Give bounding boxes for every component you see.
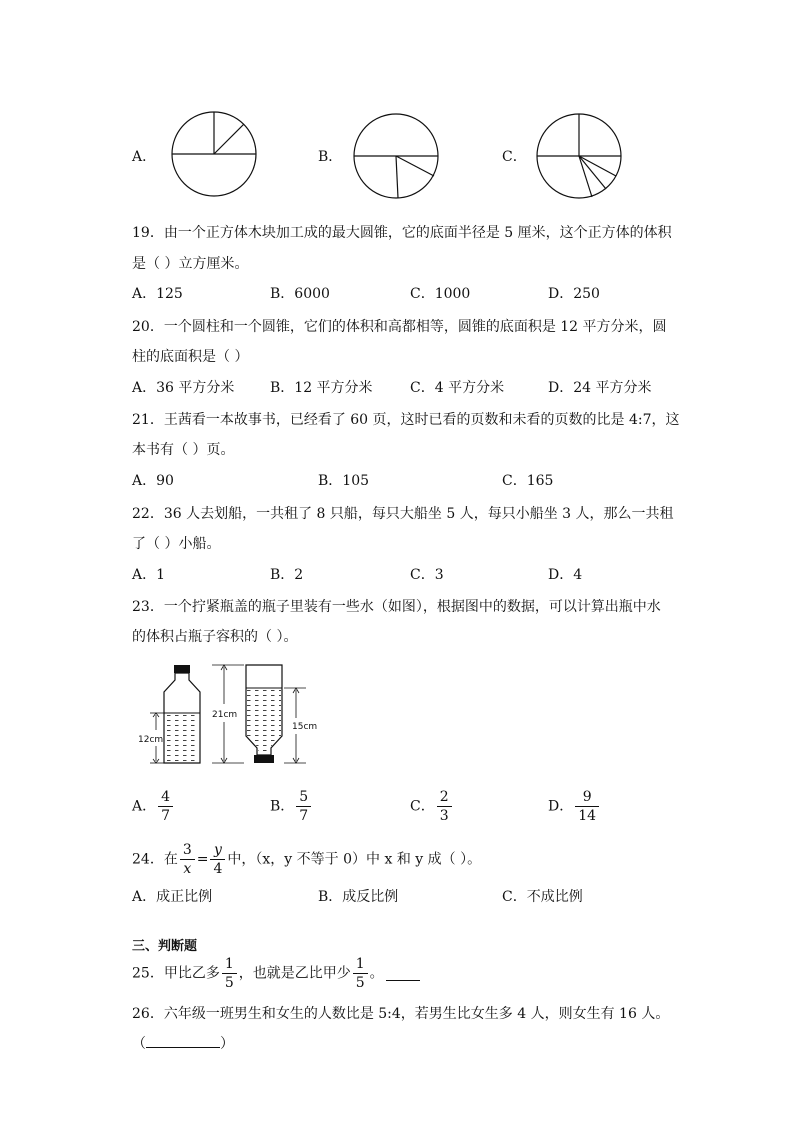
q21-option-b[interactable]: B．105 [318,473,370,489]
q25-stem: 25．甲比乙多 $\frac{1}{5}$ ，也就是乙比甲少 $\frac{1}{5}$ 。 [132,955,420,992]
section-title-judgement: 三、判断题 [132,939,198,954]
q24-stem: 24．在 $\frac{3}{x}$ = $\frac{y}{4}$ 中，（x，y 不等于 0）中 x 和 y 成（ ）。 [132,842,482,877]
q22-option-b[interactable]: B．2 [270,567,304,583]
label-15cm: 15cm [292,722,318,732]
q19-option-c[interactable]: C．1000 [410,286,471,302]
q23-line1: 23．一个拧紧瓶盖的瓶子里装有一些水（如图），根据图中的数据，可以计算出瓶中水 [132,599,661,615]
q19-option-b[interactable]: B．6000 [270,286,330,302]
q23-option-b[interactable]: B． $\frac{5}{7}$ [270,788,313,825]
inverted-bottle [246,665,282,763]
q21-line2: 本书有（ ）页。 [132,442,235,458]
q23-option-d[interactable]: D． $\frac{9}{14}$ [548,788,601,825]
q20-option-d[interactable]: D．24 平方分米 [548,380,652,396]
q19-line1: 19．由一个正方体木块加工成的最大圆锥，它的底面半径是 5 厘米，这个正方体的体积 [132,225,672,241]
q22-line1: 22．36 人去划船，一共租了 8 只船，每只大船坐 5 人，每只小船坐 3 人，那么一共租 [132,506,674,522]
q22-option-c[interactable]: C．3 [410,567,444,583]
q18-option-c-circle [534,110,624,202]
q20-option-c[interactable]: C．4 平方分米 [410,380,505,396]
q23-bottle-figure [134,658,334,770]
q21-option-c[interactable]: C．165 [502,473,554,489]
q20-option-b[interactable]: B．12 平方分米 [270,380,373,396]
q21-line1: 21．王茜看一本故事书，已经看了 60 页，这时已看的页数和未看的页数的比是 4:7，这 [132,412,680,428]
label-21cm: 21cm [212,710,238,720]
q26-answer: （ ） [132,1033,234,1054]
q22-option-d[interactable]: D．4 [548,567,583,583]
q24-option-a[interactable]: A．成正比例 [132,889,213,905]
q23-option-a[interactable]: A． $\frac{4}{7}$ [132,788,175,825]
q19-line2: 是（ ）立方厘米。 [132,256,249,272]
q18-option-b-label: B． [318,149,343,165]
label-12cm: 12cm [138,735,164,745]
q18-option-a-label: A． [132,149,157,165]
upright-bottle [164,665,200,763]
q23-line2: 的体积占瓶子容积的（ ）。 [132,629,298,645]
q24-option-c[interactable]: C．不成比例 [502,889,583,905]
q22-option-a[interactable]: A．1 [132,567,166,583]
q19-option-a[interactable]: A．125 [132,286,183,302]
q19-option-d[interactable]: D．250 [548,286,600,302]
q18-option-a-circle [170,108,258,200]
q26-line1: 26．六年级一班男生和女生的人数比是 5:4，若男生比女生多 4 人，则女生有 16 人。 [132,1006,670,1022]
q23-option-c[interactable]: C． $\frac{2}{3}$ [410,788,454,825]
q24-option-b[interactable]: B．成反比例 [318,889,399,905]
q22-line2: 了（ ）小船。 [132,536,221,552]
q20-line1: 20．一个圆柱和一个圆锥，它们的体积和高都相等，圆锥的底面积是 12 平方分米，圆 [132,319,667,335]
q20-line2: 柱的底面积是（ ） [132,349,249,365]
q18-option-c-label: C． [502,149,527,165]
q18-option-b-circle [352,110,440,202]
q25-answer-blank[interactable] [386,966,420,981]
q26-answer-blank[interactable] [146,1033,220,1048]
q20-option-a[interactable]: A．36 平方分米 [132,380,235,396]
q21-option-a[interactable]: A．90 [132,473,174,489]
